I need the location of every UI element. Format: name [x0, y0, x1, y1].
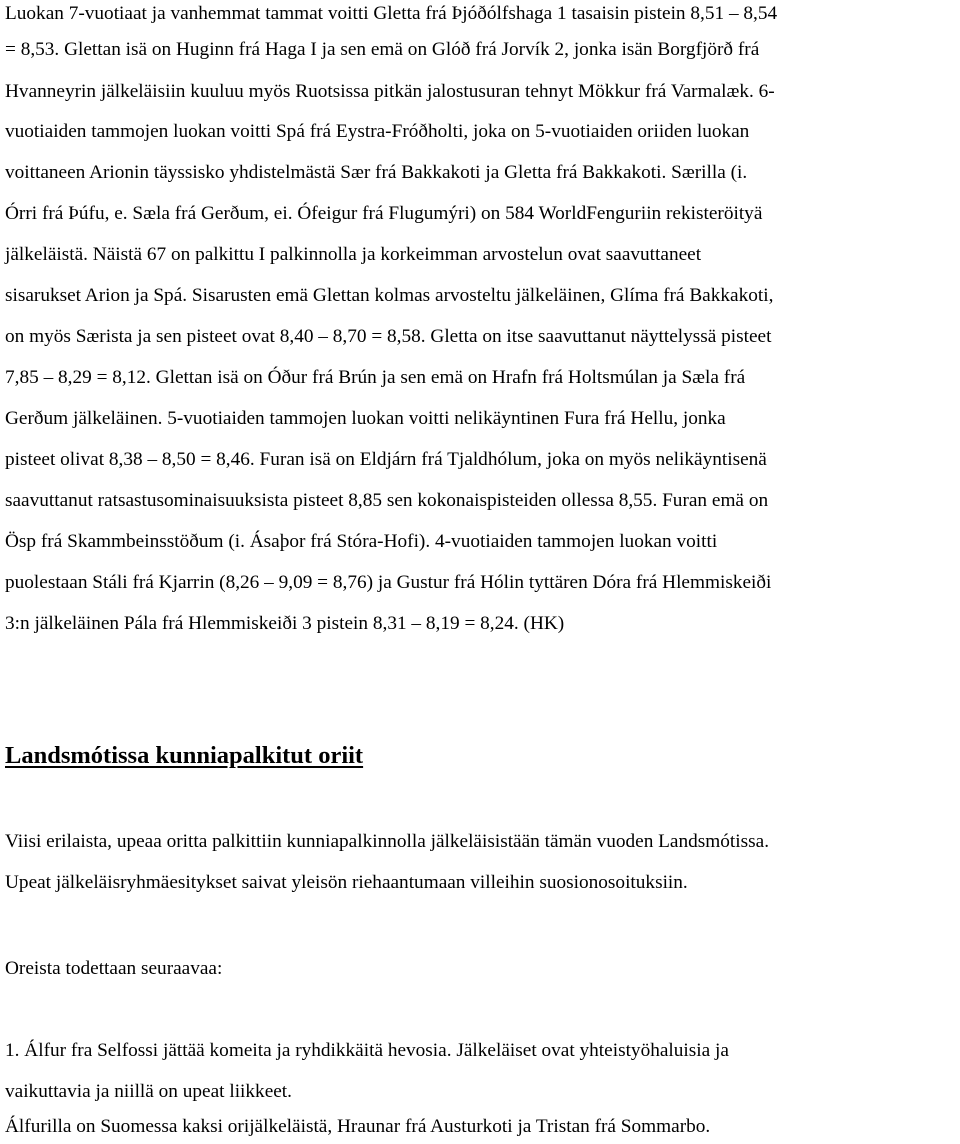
paragraph-line: = 8,53. Glettan isä on Huginn frá Haga I ja sen emä on Glóð frá Jorvík 2, jonka isän Borgfjörð frá	[5, 39, 760, 60]
intro-line: Viisi erilaista, upeaa oritta palkittiin kunniapalkinnolla jälkeläisistään tämän vuoden Landsmótissa.	[5, 831, 770, 852]
paragraph-line: Órri frá Þúfu, e. Sæla frá Gerðum, ei. Ófeigur frá Flugumýri) on 584 WorldFenguriin rekisteröityä	[5, 203, 763, 224]
intro-line: Upeat jälkeläisryhmäesitykset saivat yleisön riehaantumaan villeihin suosionosoituksiin.	[5, 872, 688, 893]
paragraph-line: saavuttanut ratsastusominaisuuksista pisteet 8,85 sen kokonaispisteiden ollessa 8,55. Furan emä on	[5, 490, 769, 511]
paragraph-line: on myös Særista ja sen pisteet ovat 8,40 – 8,70 = 8,58. Gletta on itse saavuttanut näyttelyssä pisteet	[5, 326, 772, 347]
paragraph-line: vuotiaiden tammojen luokan voitti Spá frá Eystra-Fróðholti, joka on 5-vuotiaiden oriiden luokan	[5, 121, 750, 142]
paragraph-line: puolestaan Stáli frá Kjarrin (8,26 – 9,09 = 8,76) ja Gustur frá Hólin tyttären Dóra frá Hlemmiskeiði	[5, 572, 772, 593]
paragraph-line: 3:n jälkeläinen Pála frá Hlemmiskeiði 3 pistein 8,31 – 8,19 = 8,24. (HK)	[5, 613, 565, 634]
paragraph-line: Luokan 7-vuotiaat ja vanhemmat tammat voitti Gletta frá Þjóðólfshaga 1 tasaisin pistein 8,51 – 8,54	[5, 3, 778, 24]
list-item-line: vaikuttavia ja niillä on upeat liikkeet.	[5, 1081, 292, 1102]
paragraph-line: voittaneen Arionin täyssisko yhdistelmästä Sær frá Bakkakoti ja Gletta frá Bakkakoti. Særilla (i.	[5, 162, 748, 183]
paragraph-line: pisteet olivat 8,38 – 8,50 = 8,46. Furan isä on Eldjárn frá Tjaldhólum, joka on myös nelikäyntisenä	[5, 449, 767, 470]
list-intro: Oreista todettaan seuraavaa:	[5, 958, 223, 979]
paragraph-line: sisarukset Arion ja Spá. Sisarusten emä Glettan kolmas arvosteltu jälkeläinen, Glíma frá Bakkakoti,	[5, 285, 774, 306]
paragraph-line: Gerðum jälkeläinen. 5-vuotiaiden tammojen luokan voitti nelikäyntinen Fura frá Hellu, jonka	[5, 408, 726, 429]
list-item-line: Álfurilla on Suomessa kaksi orijälkeläistä, Hraunar frá Austurkoti ja Tristan frá Sommarbo.	[5, 1116, 711, 1137]
paragraph-line: Ösp frá Skammbeinsstöðum (i. Ásaþor frá Stóra-Hofi). 4-vuotiaiden tammojen luokan voitti	[5, 531, 718, 552]
paragraph-line: 7,85 – 8,29 = 8,12. Glettan isä on Óður frá Brún ja sen emä on Hrafn frá Holtsmúlan ja Sæla frá	[5, 367, 746, 388]
paragraph-line: jälkeläistä. Näistä 67 on palkittu I palkinnolla ja korkeimman arvostelun ovat saavuttaneet	[5, 244, 702, 265]
list-item-line: 1. Álfur fra Selfossi jättää komeita ja ryhdikkäitä hevosia. Jälkeläiset ovat yhteistyöhaluisia ja	[5, 1040, 729, 1061]
paragraph-line: Hvanneyrin jälkeläisiin kuuluu myös Ruotsissa pitkän jalostusuran tehnyt Mökkur frá Varmalæk. 6-	[5, 81, 775, 102]
section-heading: Landsmótissa kunniapalkitut oriit	[5, 742, 364, 769]
